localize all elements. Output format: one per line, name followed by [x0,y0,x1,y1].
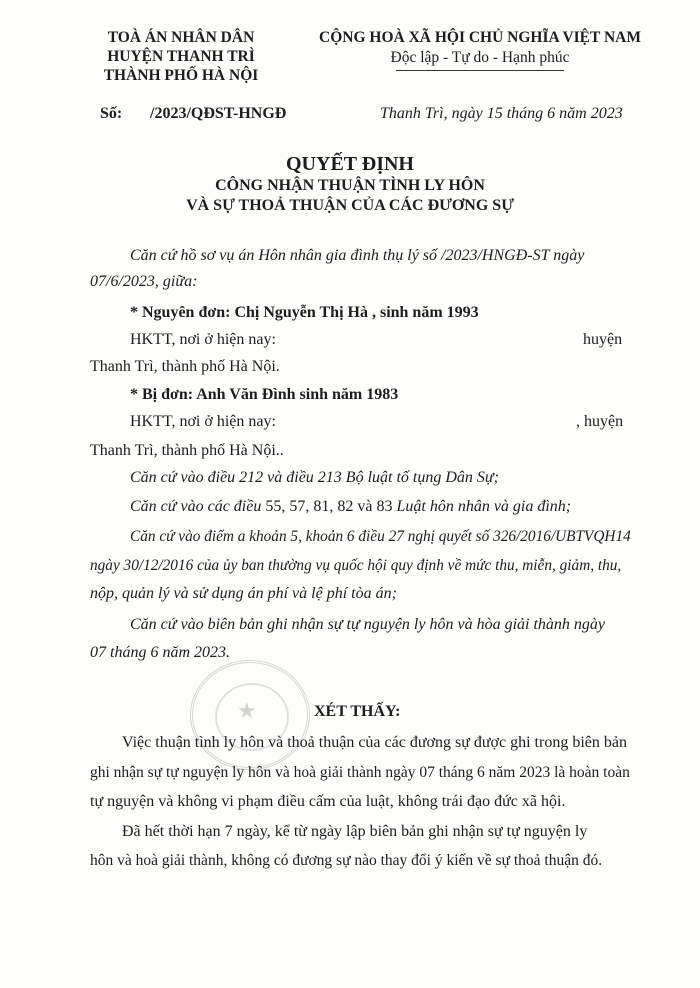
national-motto: Độc lập - Tự do - Hạnh phúc [390,49,570,66]
plaintiff-address-end: huyện [583,331,623,348]
court-seal-stamp [190,660,310,770]
finding-2-line2: hôn và hoà giải thành, không có đương sự nào thay đổi ý kiến về sự thoả thuận đó. [90,852,603,869]
court-name-line1: TOÀ ÁN NHÂN DÂN [107,29,255,46]
legal-basis-2 [130,497,571,517]
legal-basis-2-intro: Căn cứ vào các điều [130,498,266,515]
finding-1-line3: tự nguyện và không vi phạm điều cấm của luật, không trái đạo đức xã hội. [90,793,566,810]
finding-1-line1: Việc thuận tình ly hôn và thoả thuận của các đương sự được ghi trong biên bản [122,734,627,751]
motto-underline [396,70,564,71]
finding-1-line2: ghi nhận sự tự nguyện ly hôn và hoà giải thành ngày 07 tháng 6 năm 2023 là hoàn toàn [90,764,630,781]
findings-heading: XÉT THẤY: [314,703,401,720]
court-name-line2: HUYỆN THANH TRÌ [107,48,255,65]
legal-basis-4-line1: Căn cứ vào biên bản ghi nhận sự tự nguyện ly hôn và hòa giải thành ngày [130,616,606,633]
case-basis-line2: 07/6/2023, giữa: [90,273,198,290]
defendant-address-end: , huyện [576,413,624,430]
legal-basis-3-line1: Căn cứ vào điểm a khoản 5, khoản 6 điều 27 nghị quyết số 326/2016/UBTVQH14 [130,528,631,545]
plaintiff-address-label: HKTT, nơi ở hiện nay: [130,331,276,348]
legal-basis-3-line2: ngày 30/12/2016 của ủy ban thường vụ quốc hội quy định về mức thu, miễn, giảm, thu, [90,557,622,574]
defendant-address-line2: Thanh Trì, thành phố Hà Nội.. [90,442,284,459]
defendant-address-label: HKTT, nơi ở hiện nay: [130,413,276,430]
decision-number-label: Số: [100,105,123,122]
case-basis-line1: Căn cứ hồ sơ vụ án Hôn nhân gia đình thụ lý số /2023/HNGĐ-ST ngày [130,247,585,264]
national-title: CỘNG HOÀ XÃ HỘI CHỦ NGHĨA VIỆT NAM [319,29,641,46]
legal-basis-2-and: và [353,498,377,515]
document-subtitle-line1: CÔNG NHẬN THUẬN TÌNH LY HÔN [215,177,485,194]
defendant-line: * Bị đơn: Anh Văn Đình sinh năm 1983 [130,386,399,403]
court-name-line3: THÀNH PHỐ HÀ NỘI [103,67,259,84]
legal-basis-2-articles: 55, 57, 81, 82 [265,498,354,515]
court-header [96,28,266,85]
plaintiff-address-line2: Thanh Trì, thành phố Hà Nội. [90,358,280,375]
legal-basis-2-law: Luật hôn nhân và gia đình; [392,498,572,515]
legal-basis-4-line2: 07 tháng 6 năm 2023. [90,644,230,661]
legal-basis-3-line3: nộp, quản lý và sử dụng án phí và lệ phí tòa án; [90,585,397,602]
seal-star-icon: ★ [237,698,257,723]
national-header [300,28,660,68]
legal-basis-2-article-last: 83 [376,498,393,515]
decision-number: /2023/QĐST-HNGĐ [150,105,287,122]
plaintiff-line: * Nguyên đơn: Chị Nguyễn Thị Hà , sinh năm 1993 [130,304,479,321]
document-title: QUYẾT ĐỊNH [286,153,414,175]
document-subtitle-line2: VÀ SỰ THOẢ THUẬN CỦA CÁC ĐƯƠNG SỰ [186,197,514,214]
legal-basis-1: Căn cứ vào điều 212 và điều 213 Bộ luật tố tụng Dân Sự; [130,469,499,486]
finding-2-line1: Đã hết thời hạn 7 ngày, kể từ ngày lập biên bản ghi nhận sự tự nguyện ly [122,823,588,840]
place-and-date: Thanh Trì, ngày 15 tháng 6 năm 2023 [380,105,623,122]
